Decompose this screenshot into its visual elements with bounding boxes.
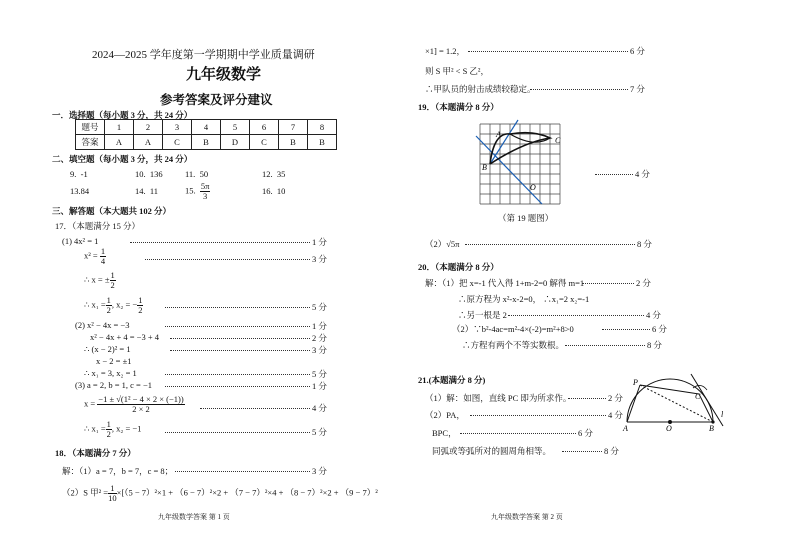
q20-line: ∴另一根是 2 <box>458 310 507 320</box>
label-O: O <box>530 183 536 192</box>
q17-line: (1) 4x² = 1 <box>62 236 99 246</box>
q17-line: ∴ x₁ = $\frac{1}{2}$ , x₂ = − $\frac{1}{2}$ <box>84 295 143 315</box>
leader-dots <box>145 258 310 260</box>
score: 2 分 <box>312 333 327 343</box>
score: 6 分 <box>578 428 593 438</box>
fill-item: 11. 50 <box>185 169 209 179</box>
q17-line: x² = $\frac{1}{4}$ <box>84 246 106 266</box>
score: 2 分 <box>636 278 651 288</box>
table-cell: D <box>221 135 250 150</box>
leader-dots <box>165 373 310 375</box>
label-l: l <box>721 410 724 419</box>
q17-line: x² − 4x + 4 = −3 + 4 <box>90 332 160 342</box>
table-cell: C <box>163 135 192 150</box>
label-B: B <box>482 163 487 172</box>
leader-dots <box>602 328 650 330</box>
score: 4 分 <box>635 169 650 179</box>
table-cell: 2 <box>134 120 163 135</box>
leader-dots <box>200 407 310 409</box>
table-cell: 7 <box>279 120 308 135</box>
leader-dots <box>562 450 602 452</box>
fill-item: 12. 35 <box>262 169 286 179</box>
table-cell: 5 <box>221 120 250 135</box>
q18-line: 解：（1）a = 7，b = 7，c = 8； <box>62 466 174 476</box>
section-choice-heading: 一．选择题（每小题 3 分，共 24 分） <box>52 110 193 120</box>
label-O: O <box>666 424 672 432</box>
fill-item: 13.84 <box>70 186 90 196</box>
page2-footer: 九年级数学答案 第 2 页 <box>491 513 563 521</box>
leader-dots <box>130 241 310 243</box>
q21-heading: 21.(本题满分 8 分) <box>418 375 486 385</box>
leader-dots <box>460 432 576 434</box>
table-cell: A <box>134 135 163 150</box>
label-C: C <box>695 392 701 401</box>
page1-subtitle: 参考答案及评分建议 <box>160 93 273 107</box>
q17-line: ∴ x = ± $\frac{1}{2}$ <box>84 270 115 290</box>
leader-dots <box>508 314 644 316</box>
table-cell: B <box>192 135 221 150</box>
leader-dots <box>165 385 310 387</box>
leader-dots <box>470 414 606 416</box>
q17-line: (2) x² − 4x = −3 <box>75 320 130 330</box>
label-C: C <box>555 136 561 145</box>
leader-dots <box>165 306 310 308</box>
table-cell: 8 <box>308 120 337 135</box>
circle-figure <box>615 372 730 432</box>
score: 2 分 <box>608 393 623 403</box>
label-B: B <box>709 424 714 432</box>
score: 8 分 <box>647 340 662 350</box>
score: 8 分 <box>637 239 652 249</box>
score: 5 分 <box>312 427 327 437</box>
figure-caption: （第 19 题图） <box>498 213 554 223</box>
table-cell: B <box>279 135 308 150</box>
table-cell: 4 <box>192 120 221 135</box>
page1-title: 九年级数学 <box>186 66 262 83</box>
q20-line: ∴原方程为 x²-x-2=0， ∴x₁=2 x₂=-1 <box>458 294 590 304</box>
score: 1 分 <box>312 237 327 247</box>
leader-dots <box>165 431 310 433</box>
q17-line: x = $\frac{\text{−1 ± √(1² − 4 × 2 × (−1))}}{2 \times 2}$ <box>84 394 184 414</box>
q17-line: (3) a = 2, b = 1, c = −1 <box>75 380 153 390</box>
leader-dots <box>530 88 628 90</box>
q21-line: BPC， <box>432 428 457 438</box>
leader-dots <box>170 337 310 339</box>
q19-heading: 19．（本题满分 8 分） <box>418 102 499 112</box>
q17-line: ∴ (x − 2)² = 1 <box>84 344 131 354</box>
score: 4 分 <box>312 403 327 413</box>
leader-dots <box>165 325 310 327</box>
score: 4 分 <box>646 310 661 320</box>
leader-dots <box>468 50 628 52</box>
q17-line: ∴ x₁ = $\frac{1}{2}$ , x₂ = −1 <box>84 419 142 439</box>
label-A: A <box>496 130 501 139</box>
q20-line: （2）∵b²-4ac=m²-4×(-2)=m²+8>0 <box>452 324 574 334</box>
score: 1 分 <box>312 381 327 391</box>
q20-heading: 20．（本题满分 8 分） <box>418 262 499 272</box>
fill-item: 14. 11 <box>135 186 159 196</box>
table-cell: 答案 <box>76 135 105 150</box>
score: 3 分 <box>312 254 327 264</box>
leader-dots <box>170 349 310 351</box>
q17-line: x − 2 = ±1 <box>96 356 132 366</box>
score: 6 分 <box>652 324 667 334</box>
score: 4 分 <box>608 410 623 420</box>
page1-footer: 九年级数学答案 第 1 页 <box>158 513 230 521</box>
q19-line: （2）√5π <box>425 239 460 249</box>
leader-dots <box>595 173 633 175</box>
table-cell: C <box>250 135 279 150</box>
q21-line: 同弧或等弧所对的圆周角相等。 <box>432 446 552 456</box>
score: 5 分 <box>312 302 327 312</box>
leader-dots <box>568 397 606 399</box>
table-cell: B <box>308 135 337 150</box>
page1-header: 2024—2025 学年度第一学期期中学业质量调研 <box>92 49 315 61</box>
leader-dots <box>582 282 634 284</box>
q17-line: ∴ x₁ = 3, x₂ = 1 <box>84 368 137 378</box>
leader-dots <box>465 243 635 245</box>
fill-item: 10. 136 <box>135 169 163 179</box>
score: 1 分 <box>312 321 327 331</box>
section-fill-heading: 二、填空题（每小题 3 分，共 24 分） <box>52 154 193 164</box>
leader-dots <box>565 344 645 346</box>
score: 7 分 <box>630 84 645 94</box>
fill-item: 9. -1 <box>70 169 88 179</box>
q18-heading: 18．（本题满分 7 分） <box>55 448 136 458</box>
q21-line: （1）解：如图，直线 PC 即为所求作。 <box>425 393 572 403</box>
score: 3 分 <box>312 345 327 355</box>
q21-line: （2）PA， <box>425 410 465 420</box>
q20-line: ∴方程有两个不等实数根。 <box>462 340 565 350</box>
section-solve-heading: 三、解答题（本大题共 102 分） <box>52 206 172 216</box>
leader-dots <box>175 470 310 472</box>
answer-table <box>75 119 337 150</box>
q18-continued: 则 S 甲² < S 乙²， <box>425 66 489 76</box>
score: 3 分 <box>312 466 327 476</box>
score: 8 分 <box>604 446 619 456</box>
label-P: P <box>633 378 638 387</box>
table-cell: 6 <box>250 120 279 135</box>
fill-item: 16. 10 <box>262 186 286 196</box>
fill-item: 15. $\frac{5\pi}{3}$ <box>185 181 210 201</box>
table-cell: A <box>105 135 134 150</box>
q18-continued: ×1] = 1.2， <box>425 46 466 56</box>
table-cell: 1 <box>105 120 134 135</box>
q18-line: （2）S 甲² = $\frac{1}{10}$ ×[（5 − 7）²×1 + （6 − 7）²×2 + （7 − 7）²×4 + （8 − 7）²×2 + （9 − 7）² <box>62 483 378 503</box>
label-A: A <box>623 424 628 432</box>
q17-heading: 17．（本题满分 15 分） <box>55 221 141 231</box>
table-cell: 3 <box>163 120 192 135</box>
table-cell: 题号 <box>76 120 105 135</box>
score: 5 分 <box>312 369 327 379</box>
q20-line: 解：（1）把 x=-1 代入得 1+m-2=0 解得 m=1 <box>425 278 585 288</box>
q18-continued: ∴甲队员的射击成绩较稳定。 <box>425 84 536 94</box>
grid-figure <box>472 118 592 218</box>
score: 6 分 <box>630 46 645 56</box>
